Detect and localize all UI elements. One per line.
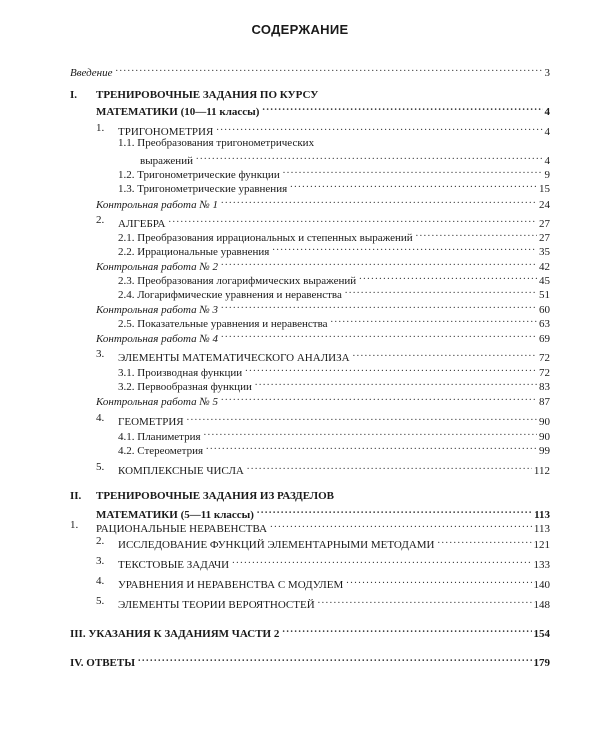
toc-page: 154 [533, 628, 550, 640]
part-number: II. [70, 490, 82, 502]
toc-label: ГЕОМЕТРИЯ [118, 416, 184, 428]
toc-page: 4 [544, 126, 550, 138]
toc-page: 72 [539, 367, 550, 379]
leader-dots [221, 194, 537, 208]
toc-page: 27 [539, 218, 550, 230]
leader-dots [346, 574, 531, 588]
toc-page: 140 [533, 579, 550, 591]
leader-dots [168, 213, 537, 227]
toc-label: 2.5. Показательные уравнения и неравенства [118, 318, 328, 330]
toc-page: 35 [539, 246, 550, 258]
toc-page: 179 [533, 657, 550, 669]
toc-label: Контрольная работа № 1 [96, 199, 218, 211]
toc-label: ЭЛЕМЕНТЫ МАТЕМАТИЧЕСКОГО АНАЛИЗА [118, 352, 350, 364]
toc-page: 112 [533, 465, 550, 477]
toc-page: 90 [539, 416, 550, 428]
page-title: СОДЕРЖАНИЕ [251, 22, 349, 37]
leader-dots [232, 554, 531, 568]
section-number: 5. [96, 461, 105, 473]
leader-dots [262, 101, 542, 115]
toc-page: 63 [539, 318, 550, 330]
leader-dots [221, 391, 537, 405]
leader-dots [318, 594, 532, 608]
toc-page: 90 [539, 431, 550, 443]
toc-entry-kr5[interactable] [96, 391, 550, 409]
leader-dots [331, 313, 537, 327]
toc-entry-complex[interactable] [118, 460, 550, 478]
toc-page: 113 [533, 523, 550, 535]
toc-label: 4.1. Планиметрия [118, 431, 201, 443]
toc-page: 83 [539, 381, 550, 393]
toc-entry-part-4[interactable] [70, 652, 550, 670]
toc-label: МАТЕМАТИКИ (5—11 классы) [96, 509, 254, 521]
leader-dots [216, 121, 542, 135]
toc-label: РАЦИОНАЛЬНЫЕ НЕРАВЕНСТВА [96, 523, 268, 535]
toc-label: Контрольная работа № 2 [96, 261, 218, 273]
toc-page: 113 [534, 509, 550, 521]
leader-dots [359, 270, 537, 284]
toc-entry-intro[interactable] [70, 62, 550, 80]
toc-label: IV. ОТВЕТЫ [70, 657, 136, 669]
toc-page: 133 [533, 559, 550, 571]
toc-entry-part-3[interactable] [70, 623, 550, 641]
section-number: 2. [96, 535, 105, 547]
leader-dots [438, 534, 532, 548]
toc-entry-kr4[interactable] [96, 328, 550, 346]
section-number: 4. [96, 575, 105, 587]
leader-dots [221, 328, 537, 342]
toc-entry-functions[interactable] [118, 534, 550, 552]
toc-label: ТЕКСТОВЫЕ ЗАДАЧИ [118, 559, 230, 571]
leader-dots [345, 284, 537, 298]
toc-page: 42 [539, 261, 550, 273]
leader-dots [196, 150, 543, 164]
toc-page: 69 [539, 333, 550, 345]
part-number: I. [70, 89, 78, 101]
toc-label: 2.2. Иррациональные уравнения [118, 246, 270, 258]
leader-dots [290, 178, 537, 192]
toc-page: 51 [539, 289, 550, 301]
toc-page: 72 [539, 352, 550, 364]
leader-dots [204, 426, 537, 440]
toc-label: УРАВНЕНИЯ И НЕРАВЕНСТВА С МОДУЛЕМ [118, 579, 344, 591]
leader-dots [221, 299, 537, 313]
leader-dots [206, 440, 537, 454]
toc-label: Контрольная работа № 4 [96, 333, 218, 345]
toc-label: Введение [70, 67, 113, 79]
section-number: 1. [70, 519, 79, 531]
toc-label: Контрольная работа № 5 [96, 396, 218, 408]
toc-label: КОМПЛЕКСНЫЕ ЧИСЛА [118, 465, 244, 477]
part-title-line1: ТРЕНИРОВОЧНЫЕ ЗАДАНИЯ ИЗ РАЗДЕЛОВ [96, 490, 334, 502]
toc-label: 4.2. Стереометрия [118, 445, 204, 457]
toc-page: 4 [544, 155, 550, 167]
leader-dots [221, 256, 537, 270]
toc-entry-kr1[interactable] [96, 194, 550, 212]
toc-label: III. УКАЗАНИЯ К ЗАДАНИЯМ ЧАСТИ 2 [70, 628, 280, 640]
toc-page: 27 [539, 232, 550, 244]
toc-page: 99 [539, 445, 550, 457]
toc-entry-probability[interactable] [118, 594, 550, 612]
toc-page: 24 [539, 199, 550, 211]
toc-page: 148 [533, 599, 550, 611]
section-number: 5. [96, 595, 105, 607]
leader-dots [247, 460, 532, 474]
subsection-line1: 1.1. Преобразования тригонометрических [118, 137, 315, 149]
leader-dots [283, 164, 543, 178]
section-number: 4. [96, 412, 105, 424]
leader-dots [257, 504, 532, 518]
toc-label: 3.1. Производная функции [118, 367, 243, 379]
toc-page: 45 [539, 275, 550, 287]
leader-dots [272, 241, 537, 255]
section-number: 2. [96, 214, 105, 226]
toc-label: 3.2. Первообразная функции [118, 381, 252, 393]
toc-entry-word-problems[interactable] [118, 554, 550, 572]
toc-page: 15 [539, 183, 550, 195]
toc-label: ИССЛЕДОВАНИЕ ФУНКЦИЙ ЭЛЕМЕНТАРНЫМИ МЕТОДАМИ [118, 539, 435, 551]
leader-dots [116, 62, 543, 76]
toc-label: Контрольная работа № 3 [96, 304, 218, 316]
toc-page: 60 [539, 304, 550, 316]
section-number: 3. [96, 348, 105, 360]
part-title-line1: ТРЕНИРОВОЧНЫЕ ЗАДАНИЯ ПО КУРСУ [96, 89, 319, 101]
toc-label: АЛГЕБРА [118, 218, 166, 230]
toc-label: 1.2. Тригонометрические функции [118, 169, 280, 181]
toc-page: 87 [539, 396, 550, 408]
toc-label: выражений [140, 155, 193, 167]
toc-label: ТРИГОНОМЕТРИЯ [118, 126, 214, 138]
leader-dots [255, 376, 537, 390]
leader-dots [138, 652, 531, 666]
toc-entry-modulus[interactable] [118, 574, 550, 592]
toc-page: 9 [544, 169, 550, 181]
toc-label: 2.1. Преобразования иррациональных и степенных выражений [118, 232, 413, 244]
toc-page: 3 [544, 67, 550, 79]
toc-label: МАТЕМАТИКИ (10—11 классы) [96, 106, 260, 118]
leader-dots [353, 347, 537, 361]
toc-label: ЭЛЕМЕНТЫ ТЕОРИИ ВЕРОЯТНОСТЕЙ [118, 599, 315, 611]
toc-entry-part-1[interactable] [96, 101, 550, 119]
toc-label: 1.3. Тригонометрические уравнения [118, 183, 288, 195]
leader-dots [416, 227, 537, 241]
leader-dots [245, 362, 537, 376]
leader-dots [187, 411, 537, 425]
toc-page: 121 [533, 539, 550, 551]
leader-dots [270, 518, 532, 532]
toc-label: 2.3. Преобразования логарифмических выражений [118, 275, 357, 287]
section-number: 3. [96, 555, 105, 567]
toc-label: 2.4. Логарифмические уравнения и неравенства [118, 289, 342, 301]
toc-page: 4 [544, 106, 550, 118]
toc-entry-4-2[interactable] [118, 440, 550, 458]
leader-dots [282, 623, 531, 637]
section-number: 1. [96, 122, 105, 134]
